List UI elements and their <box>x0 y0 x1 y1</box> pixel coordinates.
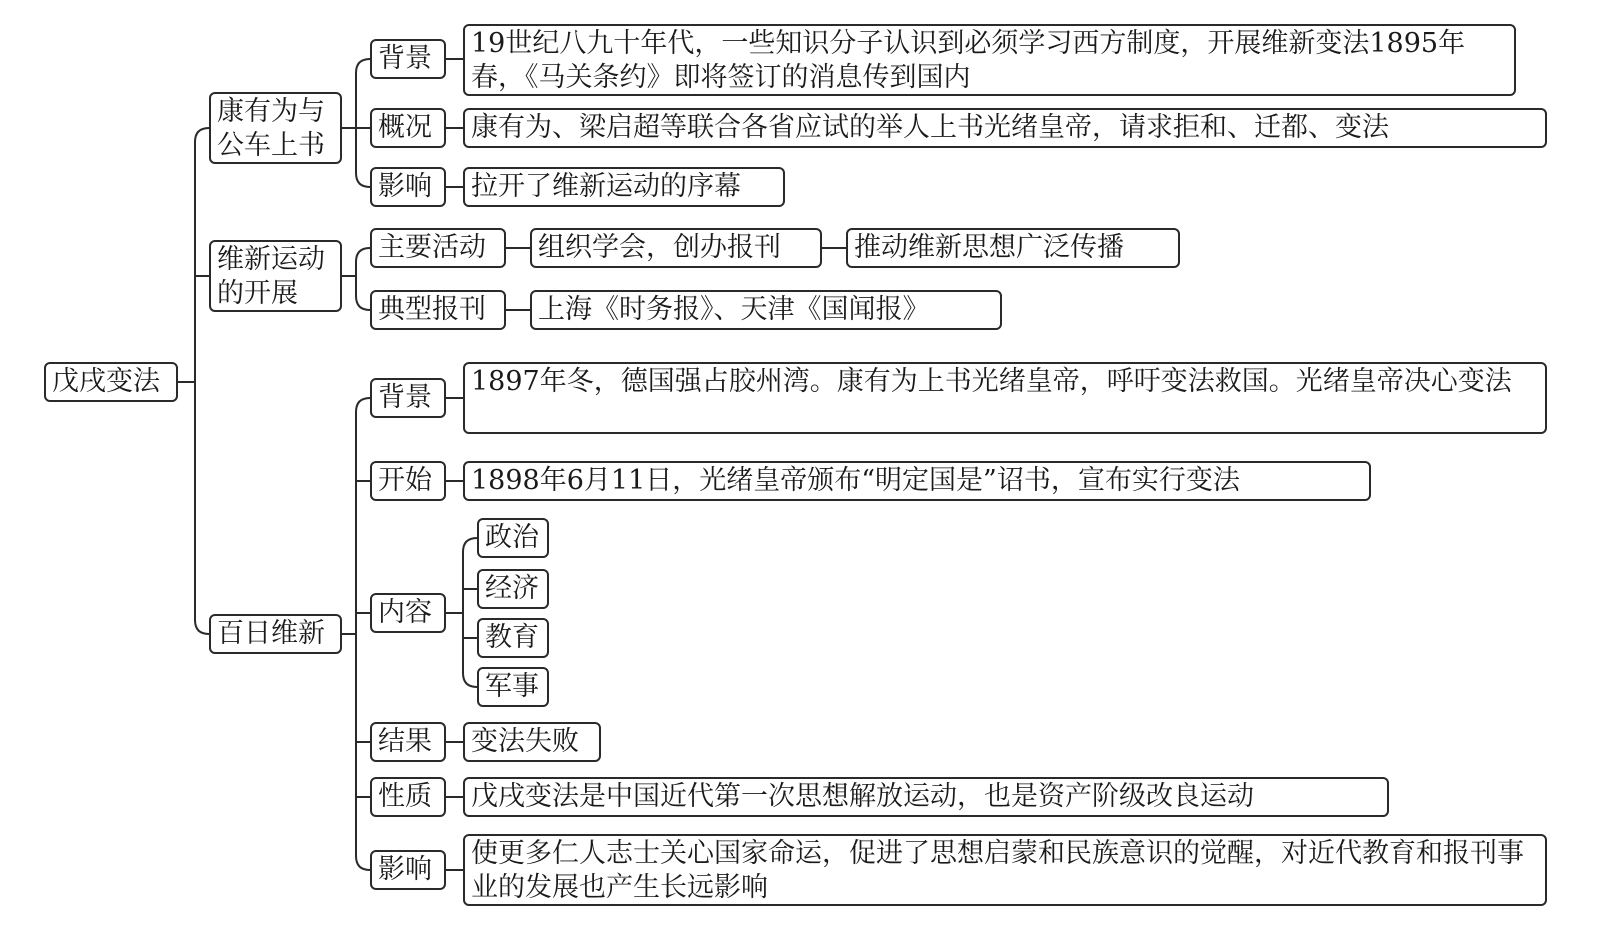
subitem-node: 政治 <box>477 518 549 558</box>
detail-node: 康有为、梁启超等联合各省应试的举人上书光绪皇帝，请求拒和、迁都、变法 <box>463 108 1547 148</box>
topic-node: 结果 <box>370 722 446 762</box>
detail-node: 组织学会，创办报刊 <box>530 228 822 268</box>
detail-node: 1898年6月11日，光绪皇帝颁布“明定国是”诏书，宣布实行变法 <box>463 461 1371 501</box>
detail-node: 1897年冬，德国强占胶州湾。康有为上书光绪皇帝，呼吁变法救国。光绪皇帝决心变法 <box>463 362 1547 434</box>
branch-label: 百日维新 <box>217 618 325 649</box>
branch-label: 维新运动的开展 <box>217 244 325 309</box>
topic-node: 概况 <box>370 108 446 148</box>
detail-node: 上海《时务报》、天津《国闻报》 <box>530 290 1002 330</box>
detail-node: 19世纪八九十年代，一些知识分子认识到必须学习西方制度，开展维新变法1895年春，《马关条约》即将签订的消息传到国内 <box>463 24 1516 96</box>
topic-node: 典型报刊 <box>370 290 506 330</box>
topic-node: 性质 <box>370 777 446 817</box>
topic-node: 背景 <box>370 378 446 418</box>
root-label: 戊戌变法 <box>52 366 160 397</box>
result-node: 推动维新思想广泛传播 <box>846 228 1180 268</box>
subitem-node: 教育 <box>477 618 549 658</box>
topic-node: 背景 <box>370 39 446 79</box>
subitem-node: 经济 <box>477 569 549 609</box>
detail-node: 拉开了维新运动的序幕 <box>463 167 785 207</box>
detail-node: 使更多仁人志士关心国家命运，促进了思想启蒙和民族意识的觉醒，对近代教育和报刊事业的发展也产生长远影响 <box>463 834 1547 906</box>
topic-node: 开始 <box>370 461 446 501</box>
topic-node: 影响 <box>370 850 446 890</box>
detail-node: 戊戌变法是中国近代第一次思想解放运动，也是资产阶级改良运动 <box>463 777 1389 817</box>
detail-node: 变法失败 <box>463 722 601 762</box>
topic-node: 内容 <box>370 593 446 633</box>
topic-node: 影响 <box>370 167 446 207</box>
root-node <box>44 362 178 402</box>
branch-node-weixin-yundong <box>209 240 342 312</box>
branch-label: 康有为与公车上书 <box>217 96 325 161</box>
branch-node-bairi-weixin <box>209 614 342 654</box>
topic-node: 主要活动 <box>370 228 506 268</box>
branch-node-kangyouwei <box>209 92 342 164</box>
subitem-node: 军事 <box>477 667 549 707</box>
